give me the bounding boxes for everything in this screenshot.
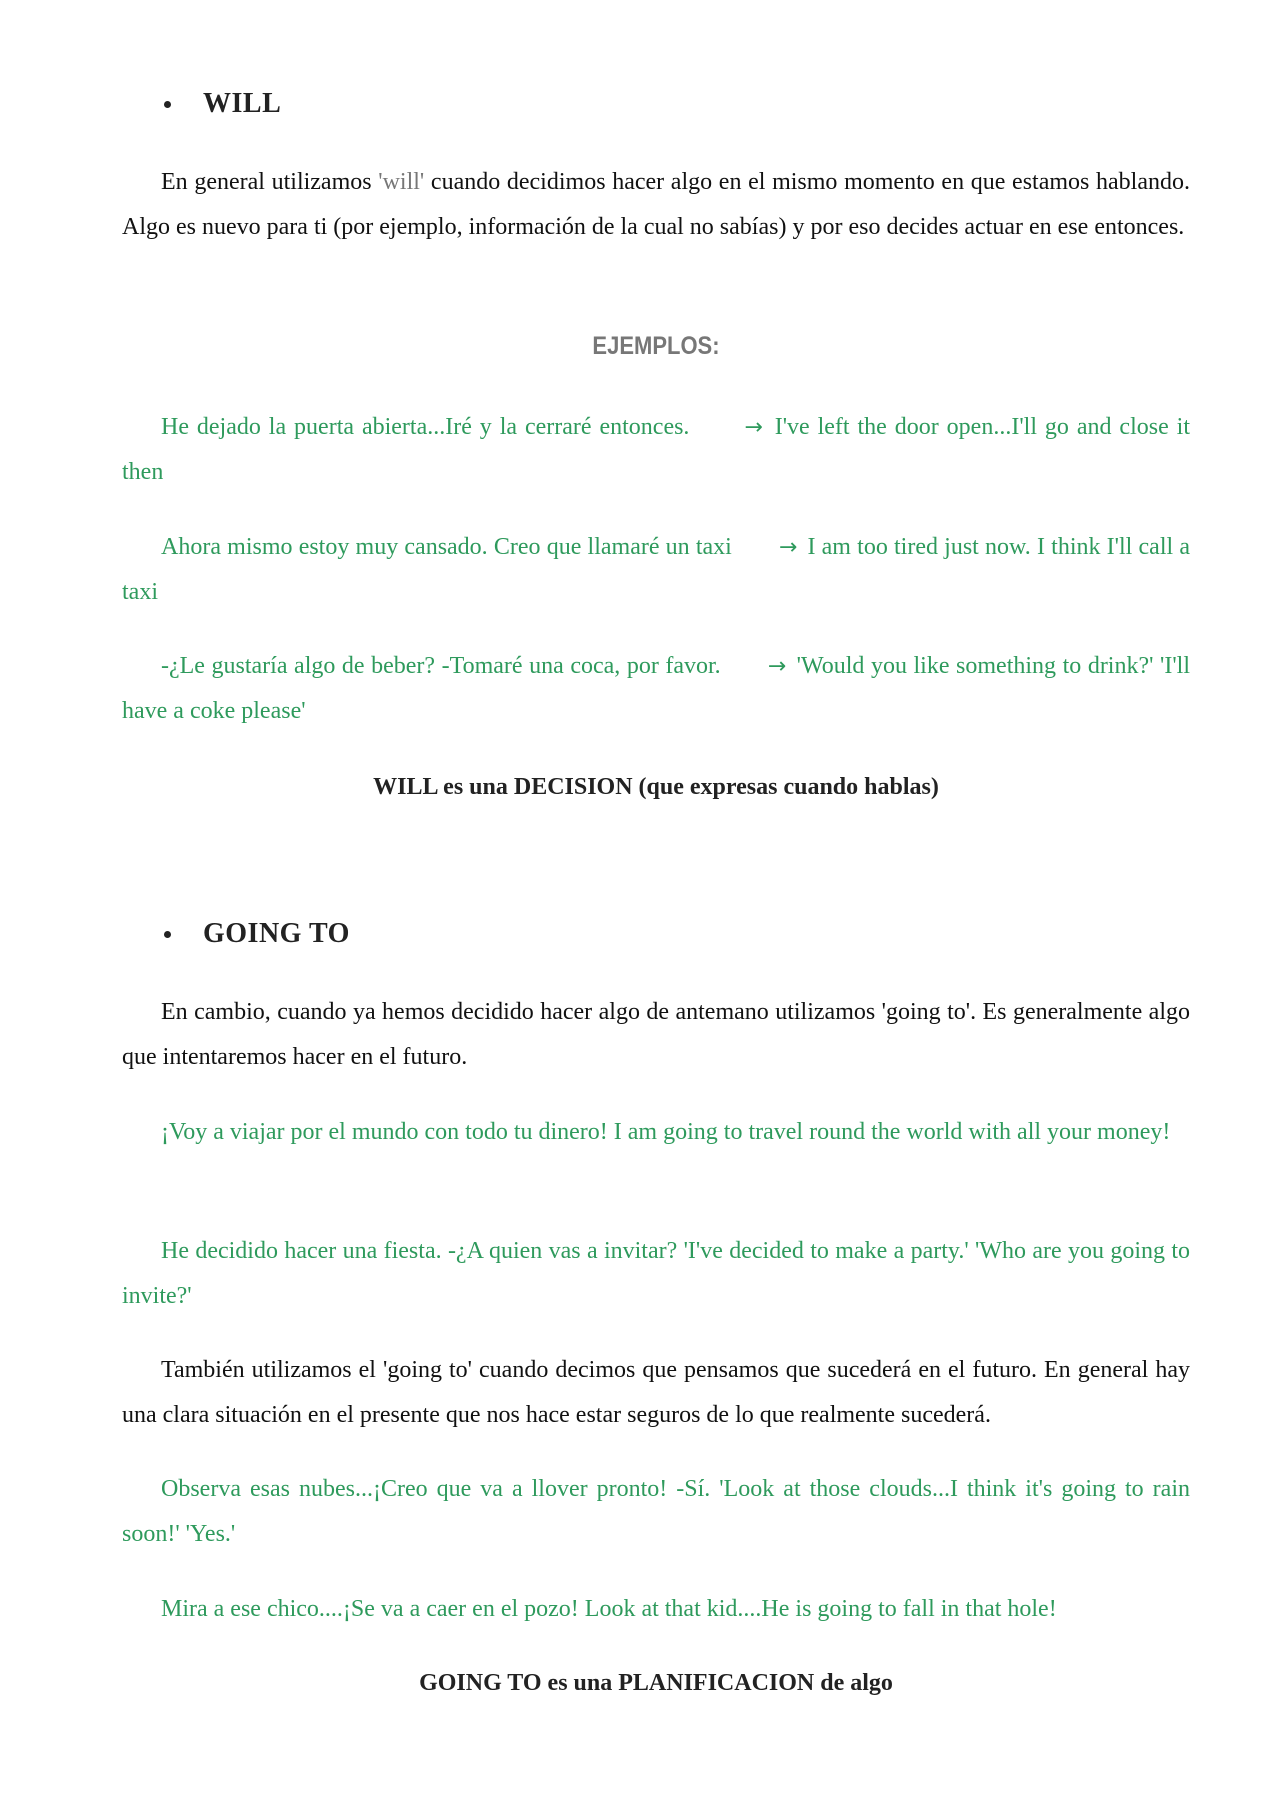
going-to-example-4: Mira a ese chico....¡Se va a caer en el pozo! Look at that kid....He is going to fall in that hole!	[161, 1596, 1057, 1622]
bullet-icon	[164, 101, 171, 108]
going-to-summary: GOING TO es una PLANIFICACION de algo	[419, 1670, 893, 1696]
bullet-icon	[164, 931, 171, 938]
examples-title: EJEMPLOS:	[592, 332, 720, 360]
will-example-2	[122, 525, 1190, 615]
will-heading	[122, 88, 1190, 120]
will-example-1-english: I've left the door open...I'll go and close it then	[122, 414, 1190, 485]
going-to-heading	[122, 918, 1190, 950]
will-example-3-english: 'Would you like something to drink?' 'I'll have a coke please'	[122, 653, 1190, 724]
will-example-2-spanish: Ahora mismo estoy muy cansado. Creo que llamaré un taxi	[161, 534, 732, 560]
will-keyword: 'will'	[378, 169, 425, 195]
going-to-example-1: ¡Voy a viajar por el mundo con todo tu dinero! I am going to travel round the world with all your money!	[161, 1119, 1171, 1145]
going-to-heading-text: GOING TO	[203, 918, 350, 949]
will-example-2-english: I am too tired just now. I think I'll call a taxi	[122, 534, 1190, 605]
arrow-right-icon: →	[744, 415, 763, 440]
will-summary: WILL es una DECISION (que expresas cuando hablas)	[373, 774, 939, 800]
will-intro-before: En general utilizamos	[161, 169, 379, 195]
will-example-3-spanish: -¿Le gustaría algo de beber? -Tomaré una coca, por favor.	[161, 653, 721, 679]
arrow-right-icon: →	[767, 654, 787, 679]
going-to-example-3: Observa esas nubes...¡Creo que va a llover pronto! -Sí. 'Look at those clouds...I think it's going to rain soon!' 'Yes.'	[122, 1476, 1190, 1547]
going-to-intro-paragraph: En cambio, cuando ya hemos decidido hacer algo de antemano utilizamos 'going to'. Es generalmente algo que intentaremos hacer en el futuro.	[122, 999, 1190, 1070]
will-intro-after: cuando decidimos hacer algo en el mismo momento en que estamos hablando. Algo es nuevo para ti (por ejemplo, información de la cual no sabías) y por eso decides actuar en ese entonces.	[122, 169, 1191, 240]
will-heading-text: WILL	[203, 88, 282, 119]
arrow-right-icon: →	[778, 535, 798, 560]
going-to-example-2: He decidido hacer una fiesta. -¿A quien vas a invitar? 'I've decided to make a party.' 'Who are you going to invite?'	[122, 1238, 1190, 1309]
will-intro-paragraph	[122, 160, 1190, 250]
going-to-second-intro: También utilizamos el 'going to' cuando decimos que pensamos que sucederá en el futuro. En general hay una clara situación en el presente que nos hace estar seguros de lo que realmente sucederá.	[122, 1357, 1190, 1428]
will-example-1	[122, 405, 1190, 495]
will-example-3	[122, 644, 1190, 734]
will-example-1-spanish: He dejado la puerta abierta...Iré y la cerraré entonces.	[161, 414, 698, 440]
